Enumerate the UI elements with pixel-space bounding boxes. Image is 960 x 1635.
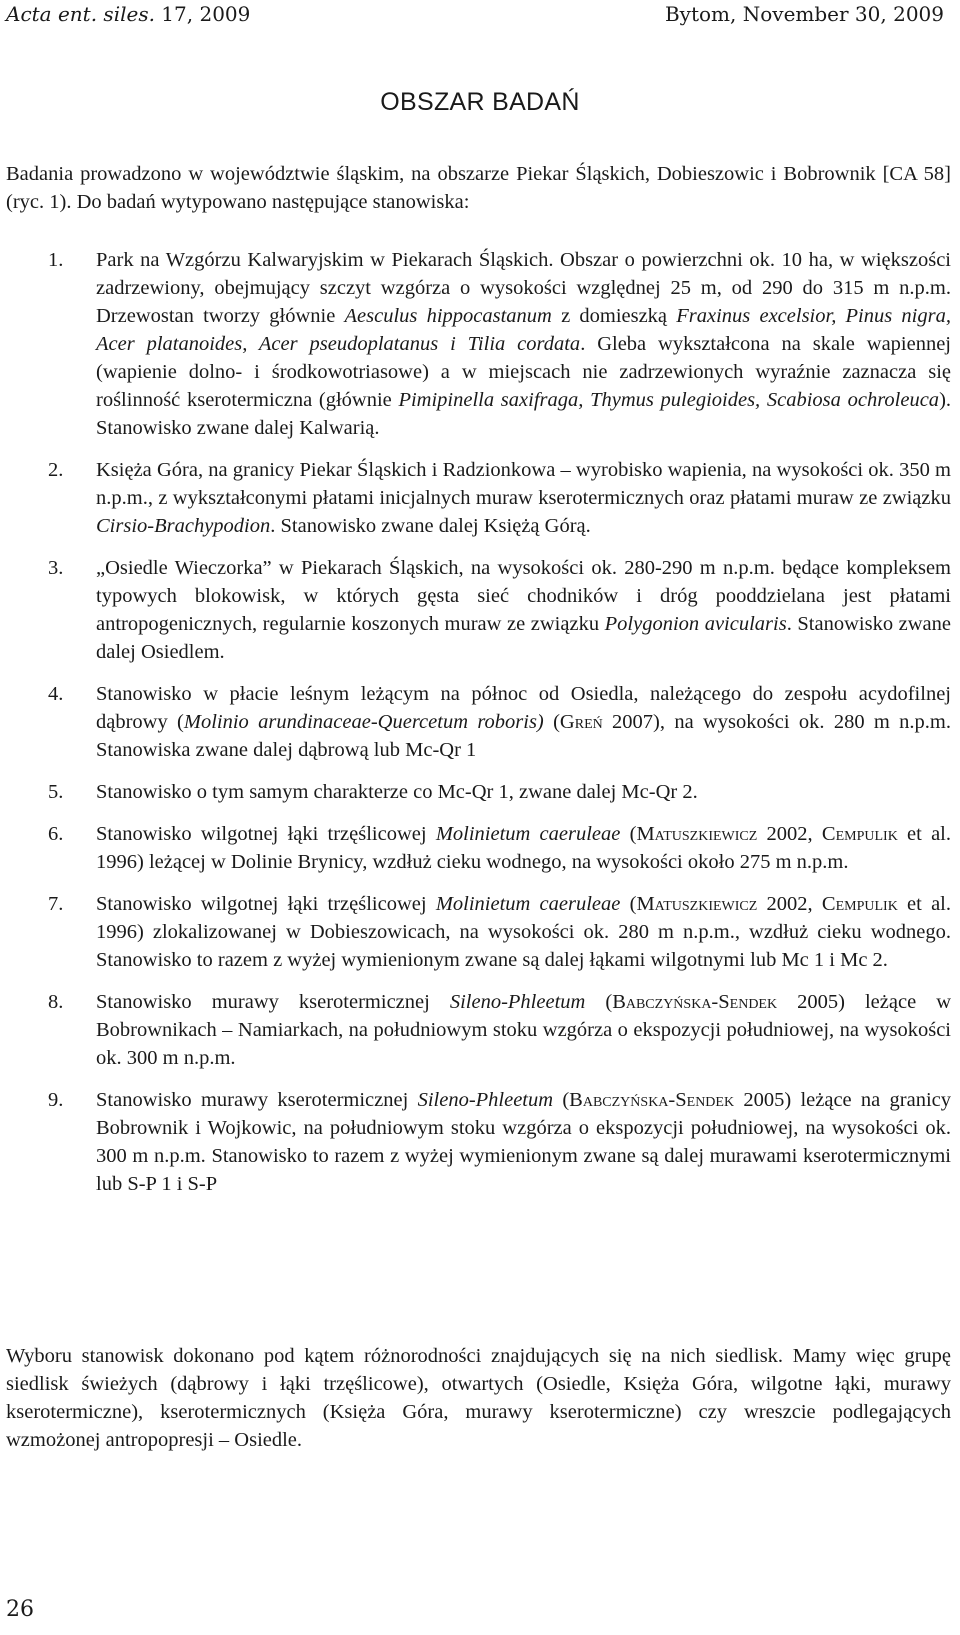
station-number: 9. (48, 1089, 64, 1111)
station-number: 8. (48, 991, 64, 1013)
species-name: Sileno-Phleetum (449, 991, 586, 1013)
station-text: Stanowisko murawy kserotermicznej (96, 991, 450, 1013)
station-text: et al. 1996) zlokalizowanej w Dobieszowicach, na wysokości ok. 280 m n.p.m., wzdłuż cieku wodnego. Stanowisko to razem z wyżej wymienionym zwane są dalej łąkami wilgotnymi lub Mc 1 i Mc 2. (96, 893, 952, 971)
closing-paragraph-block (6, 1342, 951, 1454)
author-citation: Cempulik (821, 893, 898, 915)
station-list-item (6, 1086, 951, 1198)
station-list-item (6, 890, 951, 974)
closing-paragraph: Wyboru stanowisk dokonano pod kątem różnorodności znajdujących się na nich siedlisk. Mamy więc grupę siedlisk świeżych (dąbrowy i łąki trzęślicowe), otwartych (Osiedle, Księża Góra, wilgotne łąki, murawy kserotermiczne), kserotermicznych (Księża Góra, murawy kserotermiczne) czy wreszcie podlegających wzmożonej antropopresji – Osiedle. (6, 1345, 951, 1451)
intro-paragraph-block (6, 160, 951, 216)
station-description (96, 1089, 951, 1195)
station-number: 6. (48, 823, 64, 845)
station-text: ( (543, 711, 560, 733)
page-number: 26 (6, 1597, 34, 1622)
station-text: . Stanowisko zwane dalej Osiedlem. (96, 613, 951, 663)
journal-citation (6, 2, 250, 26)
station-text: ( (620, 893, 637, 915)
station-number: 2. (48, 459, 64, 481)
species-name: Polygonion avicularis (604, 613, 787, 635)
station-number: 7. (48, 893, 64, 915)
station-text: 2002, (757, 823, 822, 845)
station-text: 2002, (757, 893, 822, 915)
station-text: 2005) leżące na granicy Bobrownik i Wojkowic, na południowym stoku wzgórza o ekspozycji południowej, na wysokości ok. 300 m n.p.m. Stanowisko to razem z wyżej wymienionym zwane są dalej murawami kserotermicznymi lub S-P 1 i S-P (96, 1089, 951, 1195)
journal-title: Acta ent. siles. (6, 2, 155, 26)
station-text: z domieszką (551, 305, 677, 327)
station-number: 3. (48, 557, 64, 579)
species-name: Aesculus hippocastanum (344, 305, 552, 327)
station-number: 5. (48, 781, 64, 803)
species-name: Molinietum caeruleae (435, 893, 621, 915)
station-list-item (6, 554, 951, 666)
station-list-item (6, 456, 951, 540)
species-name: Cirsio-Brachypodion (96, 515, 271, 537)
station-description (96, 781, 698, 803)
station-description (96, 249, 951, 439)
species-name: Molinietum caeruleae (435, 823, 621, 845)
station-description (96, 557, 951, 663)
author-citation: Babczyńska-Sendek (612, 991, 778, 1013)
journal-volume-year: 17, 2009 (154, 2, 251, 26)
station-text: „Osiedle Wieczorka” w Piekarach Śląskich, na wysokości ok. 280-290 m n.p.m. będące kompleksem typowych blokowisk, w których gęsta sieć chodników i dróg pooddzielana jest płatami antropogenicznych, regularnie koszonych muraw ze związku (96, 557, 951, 635)
station-text: Park na Wzgórzu Kalwaryjskim w Piekarach Śląskich. Obszar o powierzchni ok. 10 ha, w większości zadrzewiony, obejmujący szczyt wzgórza o wysokości względnej 25 m, od 290 do 315 m n.p.m. Drzewostan tworzy głównie (96, 249, 951, 327)
station-description (96, 893, 951, 971)
station-text: Stanowisko wilgotnej łąki trzęślicowej (96, 893, 436, 915)
station-number: 4. (48, 683, 64, 705)
running-header (6, 2, 944, 32)
station-text: ( (620, 823, 637, 845)
station-text: Stanowisko wilgotnej łąki trzęślicowej (96, 823, 436, 845)
species-name: Molinio arundinaceae-Quercetum roboris) (183, 711, 544, 733)
station-text: Stanowisko o tym samym charakterze co Mc-Qr 1, zwane dalej Mc-Qr 2. (96, 781, 698, 803)
station-text: . Gleba wykształcona na skale wapiennej (wapienie dolno- i środkowotriasowe) a w miejscach nie zadrzewionych wyraźnie zaznacza się roślinność kserotermiczna (głównie (96, 333, 952, 411)
author-citation: Babczyńska-Sendek (569, 1089, 735, 1111)
station-list-item (6, 680, 951, 764)
station-list (6, 246, 951, 1198)
species-name: Pimipinella saxifraga, Thymus pulegioides, Scabiosa ochroleuca (398, 389, 940, 411)
station-description (96, 991, 951, 1069)
station-list-item (6, 246, 951, 442)
species-name: Fraxinus excelsior, Pinus nigra, Acer platanoides, Acer pseudoplatanus i Tilia cordata (96, 305, 951, 355)
station-text: Stanowisko w płacie leśnym leżącym na północ od Osiedla, należącego do zespołu acydofilnej dąbrowy ( (96, 683, 951, 733)
station-description (96, 683, 951, 761)
station-text: Stanowisko murawy kserotermicznej (96, 1089, 418, 1111)
species-name: Sileno-Phleetum (417, 1089, 554, 1111)
station-description (96, 459, 951, 537)
author-citation: Matuszkiewicz (636, 893, 758, 915)
station-description (96, 823, 951, 873)
station-number: 1. (48, 249, 64, 271)
publication-place-date: Bytom, November 30, 2009 (664, 2, 944, 26)
author-citation: Matuszkiewicz (636, 823, 758, 845)
section-title: OBSZAR BADAŃ (380, 88, 580, 116)
intro-paragraph: Badania prowadzono w województwie śląskim, na obszarze Piekar Śląskich, Dobieszowic i Bobrownik [CA 58] (ryc. 1). Do badań wytypowano następujące stanowiska: (6, 163, 951, 213)
station-text: ( (553, 1089, 570, 1111)
station-text: ( (585, 991, 613, 1013)
station-text: 2007), na wysokości ok. 280 m n.p.m. Stanowiska zwane dalej dąbrową lub Mc-Qr 1 (96, 711, 951, 761)
author-citation: Cempulik (821, 823, 898, 845)
station-text: . Stanowisko zwane dalej Księżą Górą. (270, 515, 591, 537)
station-text: ). Stanowisko zwane dalej Kalwarią. (96, 389, 952, 439)
station-list-block (6, 246, 951, 1212)
station-text: 2005) leżące w Bobrownikach – Namiarkach, na południowym stoku wzgórza o ekspozycji południowej, na wysokości ok. 300 m n.p.m. (96, 991, 951, 1069)
station-text: Księża Góra, na granicy Piekar Śląskich i Radzionkowa – wyrobisko wapienia, na wysokości ok. 350 m n.p.m., z wykształconymi płatami inicjalnych muraw kserotermicznych oraz płatami muraw ze związku (96, 459, 951, 509)
station-text: et al. 1996) leżącej w Dolinie Brynicy, wzdłuż cieku wodnego, na wysokości około 275 m n.p.m. (96, 823, 952, 873)
station-list-item (6, 778, 951, 806)
author-citation: Greń (559, 711, 603, 733)
station-list-item (6, 820, 951, 876)
station-list-item (6, 988, 951, 1072)
